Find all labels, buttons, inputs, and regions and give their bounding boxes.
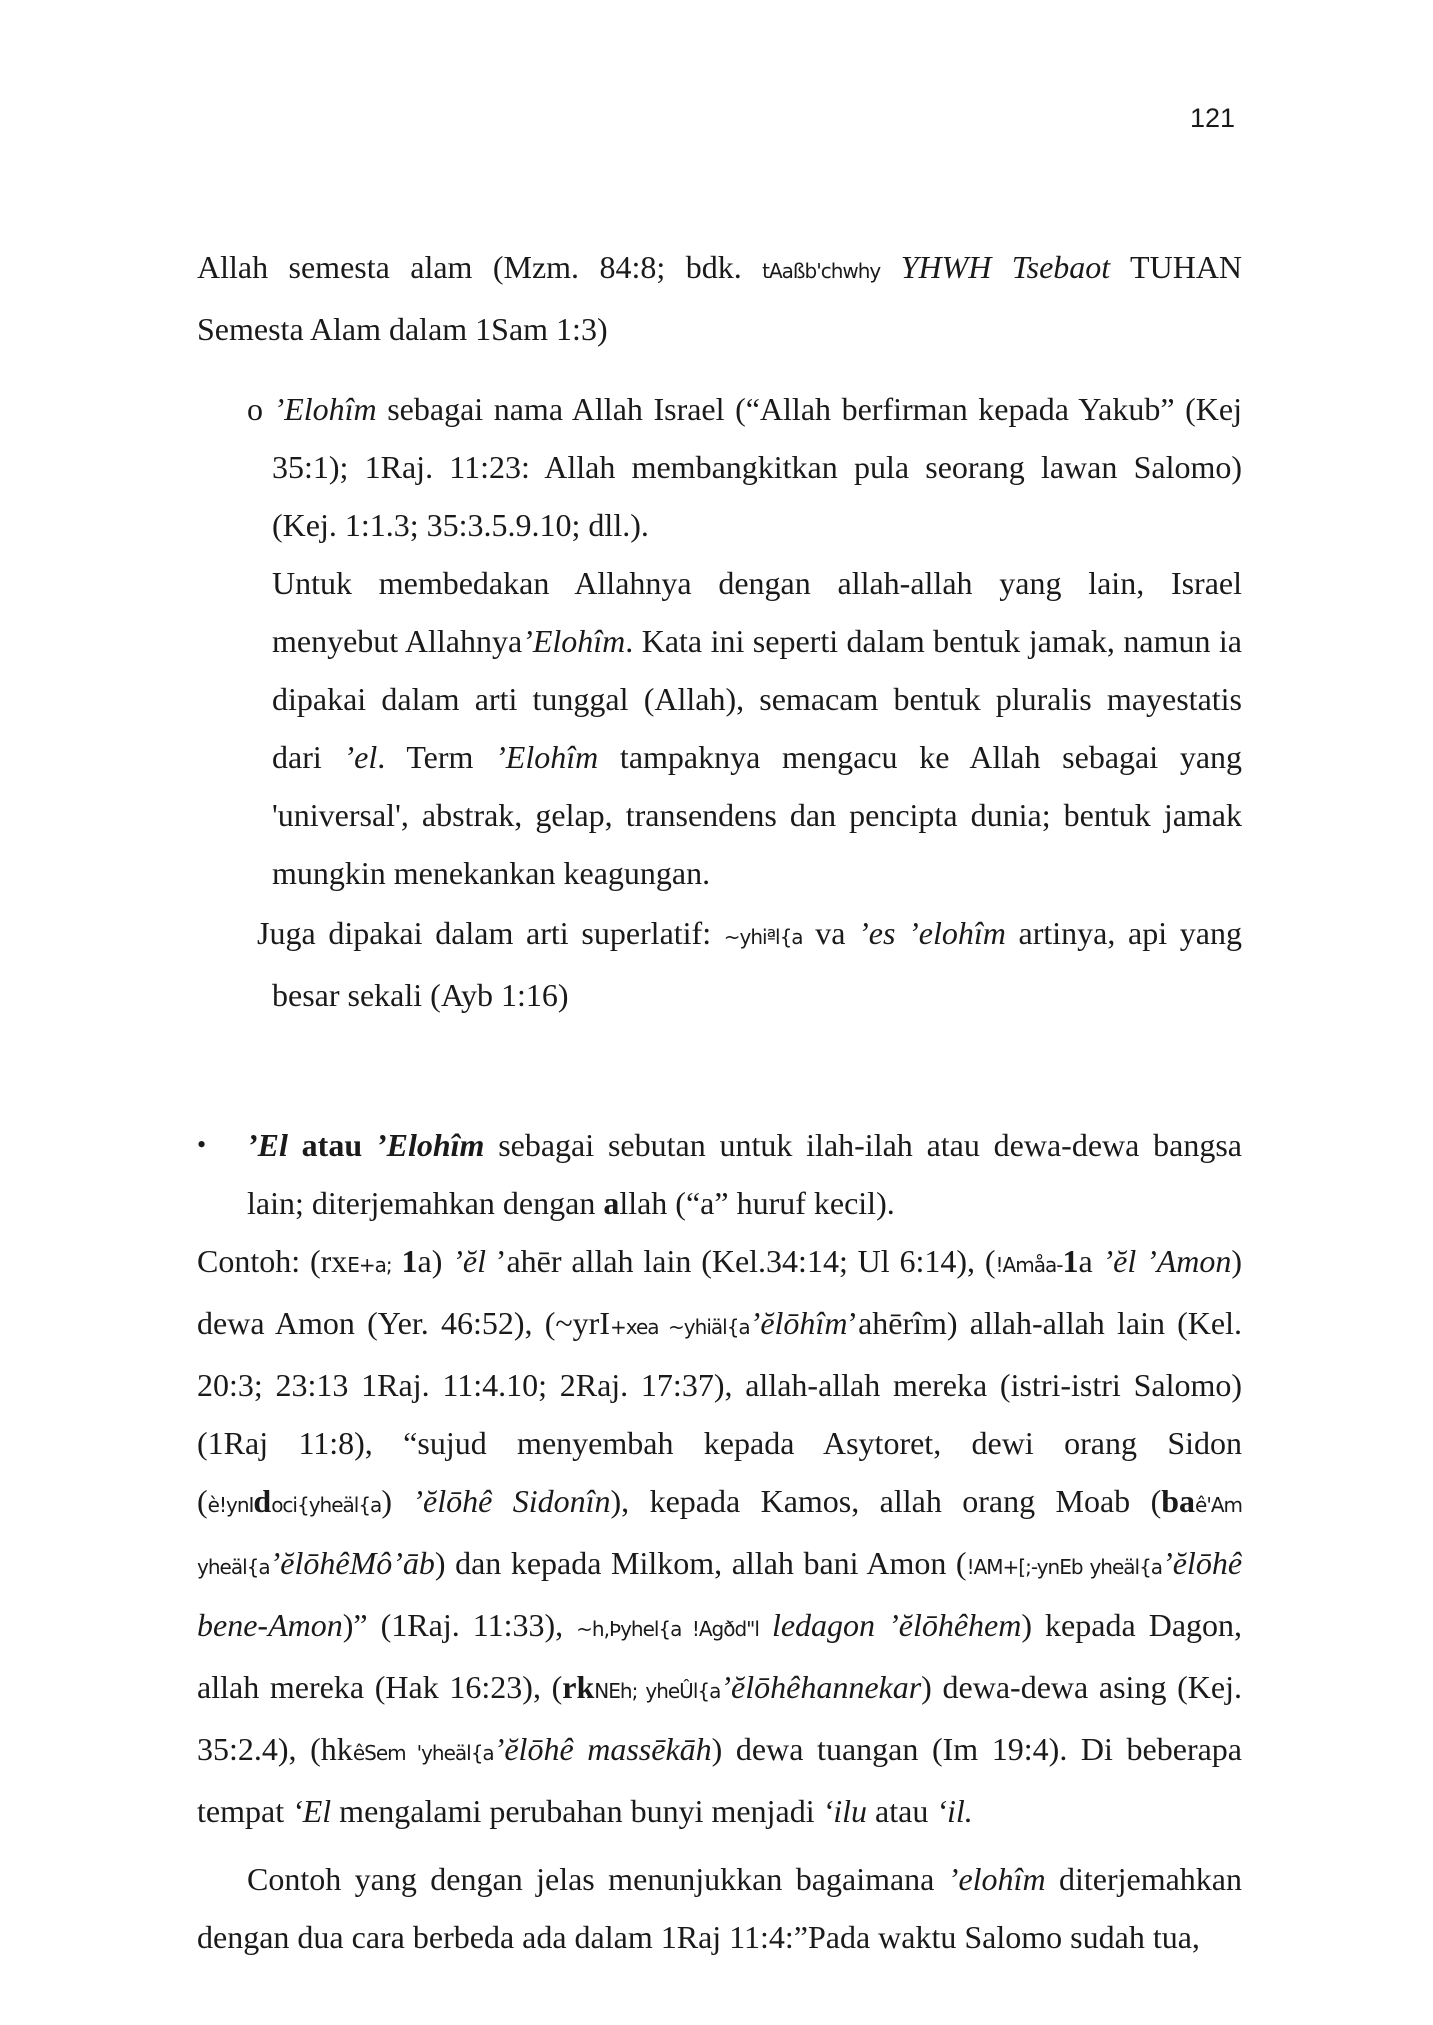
text: ) dewa tuangan (Im 19:4). Di beberapa tempat (197, 1731, 1243, 1829)
text: sebagai nama Allah Israel (“Allah berfirman kepada Yakub” (Kej 35:1); 1Raj. 11:23: Allah membangkitkan pula seorang lawan Salomo) (Kej. 1:1.3; 35:3.5.9.10; dll.). (272, 391, 1243, 543)
text: sebagai sebutan untuk ilah-ilah atau dewa-dewa bangsa lain; diterjemahkan dengan (247, 1127, 1243, 1221)
hebrew-text: NEh; yheÛl{a (594, 1679, 721, 1703)
text: artinya, api yang besar sekali (Ayb 1:16) (272, 915, 1242, 1013)
text: Allah semesta alam (Mzm. 84:8; bdk. (197, 249, 763, 285)
paragraph-untuk-membedakan (272, 554, 1242, 902)
hebrew-text: oci{yheäl{a (271, 1493, 382, 1517)
text: va (802, 915, 859, 951)
bold-italic-term: ’Elohîm (375, 1127, 485, 1163)
italic-term: ’ĕlōhê bene-Amon (197, 1545, 1243, 1643)
italic-term: ’el (343, 739, 378, 775)
text: diterjemahkan dengan dua cara berbeda ada dalam 1Raj 11:4:”Pada waktu Salomo sudah tua, (197, 1861, 1242, 1955)
paragraph-contoh-jelas (197, 1850, 1242, 1966)
text: Contoh yang dengan jelas menunjukkan bagaimana (247, 1861, 948, 1897)
text: a (1078, 1243, 1103, 1279)
bold-text: d (253, 1483, 272, 1519)
bold-text: 1 (1062, 1243, 1079, 1279)
hebrew-text: è!ynI (207, 1493, 254, 1517)
bullet-marker: • (197, 1130, 207, 1159)
hebrew-text: êSem 'yheäl{a (352, 1741, 494, 1765)
text: tampaknya mengacu ke Allah sebagai yang 'universal', abstrak, gelap, transendens dan pencipta dunia; bentuk jamak mungkin menekankan keagungan. (272, 739, 1243, 891)
text: Contoh: (rx (197, 1243, 348, 1279)
paragraph-juga-superlatif (257, 904, 1242, 1024)
italic-term: YHWH Tsebaot (900, 249, 1111, 285)
bold-text: 1 (391, 1243, 418, 1279)
bold-italic-term: ’El (247, 1127, 288, 1163)
bold-text: ba (1161, 1483, 1196, 1519)
italic-term: ’ĕlōhê massēkāh (493, 1731, 712, 1767)
italic-term: ’ĕl (452, 1243, 486, 1279)
hebrew-text: ~h,Þyhel{a !Agðd"l (576, 1617, 759, 1641)
paragraph-allah-semesta (197, 238, 1242, 358)
text: llah (“a” huruf kecil). (619, 1185, 895, 1221)
text: mengalami perubahan bunyi menjadi (331, 1793, 823, 1829)
hebrew-text: ê'Am yheäl{a (197, 1493, 1242, 1579)
hebrew-text: !AM+[;-ynEb yheäl{a (966, 1555, 1163, 1579)
italic-term: ’es ’elohîm (858, 915, 1006, 951)
bold-text: rk (562, 1669, 595, 1705)
text: ) dan kepada Milkom, allah bani Amon ( (434, 1545, 967, 1581)
bullet-el-elohim-ilah (197, 1116, 1242, 1232)
text (880, 249, 900, 285)
text: a) (417, 1243, 453, 1279)
text: ) kepada Dagon, allah mereka (Hak 16:23), ( (197, 1607, 1243, 1705)
italic-term: ’Elohîm (495, 739, 599, 775)
hebrew-text: E+a; (347, 1253, 392, 1277)
page-body (197, 238, 1242, 1966)
text: ’ahērîm) allah-allah lain (Kel. 20:3; 23:13 1Raj. 11:4.10; 2Raj. 17:37), allah-allah mereka (istri-istri Salomo) (1Raj 11:8), “sujud menyembah kepada Asytoret, dewi orang Sidon ( (197, 1305, 1243, 1519)
italic-term: ’ĕlōhê Sidonîn (412, 1483, 611, 1519)
hebrew-text: +xea ~yhiäl{a (609, 1315, 750, 1339)
italic-term: ’ĕlōhêhannekar (720, 1669, 922, 1705)
bold-text: a (603, 1185, 620, 1221)
italic-term: ‘El (292, 1793, 332, 1829)
text (759, 1607, 772, 1643)
bullet-marker: o (247, 391, 274, 427)
text: ’ahēr allah lain (Kel.34:14; Ul 6:14), ( (485, 1243, 996, 1279)
hebrew-text: !Amåa- (995, 1253, 1063, 1277)
italic-term: ’ĕlōhîm (749, 1305, 848, 1341)
text: ) dewa Amon (Yer. 46:52), (~yrI (197, 1243, 1243, 1341)
text: )” (1Raj. 11:33), (342, 1607, 577, 1643)
text: . Kata ini seperti dalam bentuk jamak, namun ia dipakai dalam arti tunggal (Allah), semacam bentuk pluralis mayestatis dari (272, 623, 1243, 775)
paragraph-contoh-examples (197, 1232, 1242, 1840)
text: TUHAN Semesta Alam dalam 1Sam 1:3) (197, 249, 1243, 347)
text: ) dewa-dewa asing (Kej. 35:2.4), (hk (197, 1669, 1243, 1767)
italic-term: ’Elohîm (273, 391, 377, 427)
text: ) (381, 1483, 413, 1519)
text: Juga dipakai dalam arti superlatif: (257, 915, 724, 951)
hebrew-text: tAaßb'chwhy (762, 259, 881, 283)
hebrew-text: ~yhiªl{a (723, 925, 803, 949)
italic-term: ’ĕlōhêMô’āb (269, 1545, 435, 1581)
italic-term: ledagon ’ĕlōhêhem (771, 1607, 1022, 1643)
page-number: 121 (1190, 103, 1236, 133)
italic-term: ‘il. (936, 1793, 973, 1829)
text: . Term (377, 739, 496, 775)
italic-term: ’Elohîm (522, 623, 626, 659)
text: ), kepada Kamos, allah orang Moab ( (610, 1483, 1162, 1519)
italic-term: ‘ilu (822, 1793, 868, 1829)
italic-term: ’ĕl ’Amon (1102, 1243, 1232, 1279)
bullet-elohim-israel (247, 380, 1242, 554)
text: Untuk membedakan Allahnya dengan allah-allah yang lain, Israel menyebut Allahnya (272, 565, 1242, 659)
italic-term: ’elohîm (947, 1861, 1046, 1897)
bold-text: atau (287, 1127, 376, 1163)
text: atau (867, 1793, 937, 1829)
